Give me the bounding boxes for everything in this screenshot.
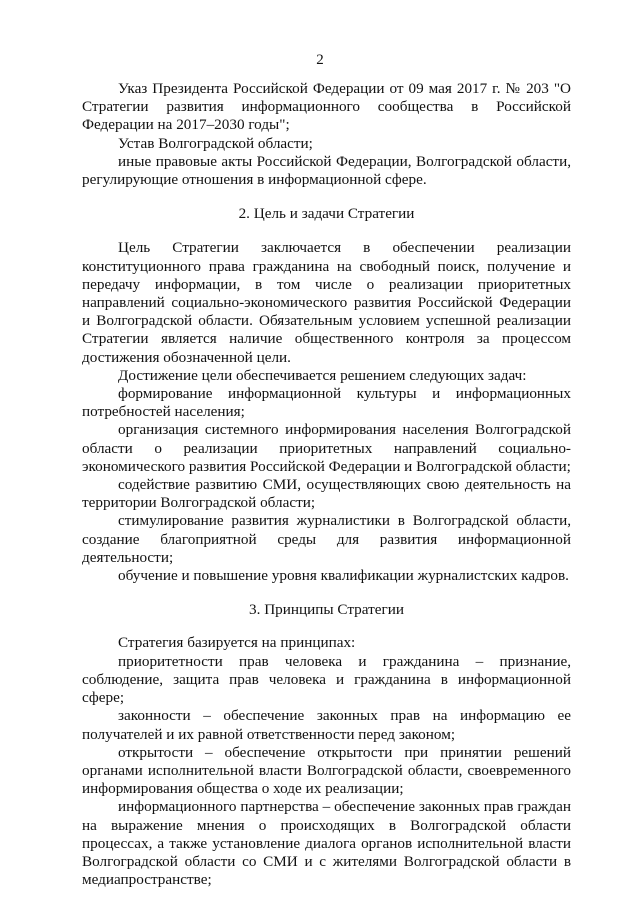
task-item: обучение и повышение уровня квалификации журналистских кадров. — [118, 567, 569, 585]
task-item: организация системного информирования населения Волгоградской области о реализации приоритетных направлений социально-экономического развития Российской Федерации и Волгоградской области; — [82, 421, 571, 475]
principle-item: информационного партнерства – обеспечение законных прав граждан на выражение мнения о происходящих в Волгоградской области процессах, а также установление диалога органов исполнительной власти Волгоградской области со СМИ и с жителями Волгоградской области в медиапространстве; — [82, 798, 571, 889]
paragraph-decree-reference: Указ Президента Российской Федерации от 09 мая 2017 г. № 203 "О Стратегии развития информационного сообщества в Российской Федерации на 2017–2030 годы"; — [82, 80, 571, 134]
section-3-heading: 3. Принципы Стратегии — [249, 601, 404, 619]
paragraph-other-acts: иные правовые акты Российской Федерации, Волгоградской области, регулирующие отношения в информационной сфере. — [82, 152, 571, 189]
page-number: 2 — [316, 52, 324, 68]
principle-item: законности – обеспечение законных прав на информацию ее получателей и их равной ответственности перед законом; — [82, 707, 571, 743]
task-item: содействие развитию СМИ, осуществляющих свою деятельность на территории Волгоградской области; — [82, 476, 571, 512]
paragraph-principles-intro: Стратегия базируется на принципах: — [118, 634, 356, 652]
paragraph-charter: Устав Волгоградской области; — [118, 134, 313, 152]
paragraph-tasks-intro: Достижение цели обеспечивается решением следующих задач: — [118, 366, 527, 384]
principle-item: приоритетности прав человека и гражданина – признание, соблюдение, защита прав человека и гражданина в информационной сфере; — [82, 652, 571, 707]
document-body — [82, 80, 571, 889]
task-item: стимулирование развития журналистики в Волгоградской области, создание благоприятной среды для развития информационной деятельности; — [82, 512, 571, 566]
paragraph-goal: Цель Стратегии заключается в обеспечении реализации конституционного права гражданина на свободный поиск, получение и передачу информации, в том числе о реализации приоритетных направлений социально-экономического развития Российской Федерации и Волгоградской области. Обязательным условием успешной реализации Стратегии является наличие общественного контроля за процессом достижения обозначенной цели. — [82, 239, 571, 366]
principle-item: открытости – обеспечение открытости при принятии решений органами исполнительной власти Волгоградской области, своевременного информирования общества о ходе их реализации; — [82, 743, 571, 798]
task-item: формирование информационной культуры и информационных потребностей населения; — [82, 385, 571, 421]
section-2-heading: 2. Цель и задачи Стратегии — [238, 205, 415, 223]
